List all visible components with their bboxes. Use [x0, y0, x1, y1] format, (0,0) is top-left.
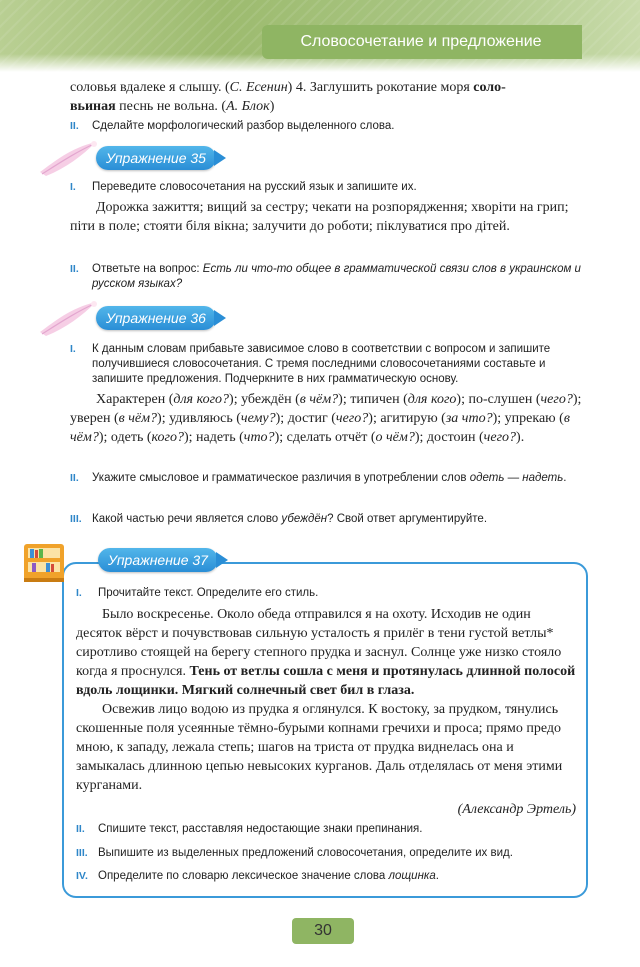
- ex36-question: чего?: [483, 430, 517, 445]
- intro-line1b: ) 4. Заглушить рокотание моря: [287, 80, 474, 95]
- ex36-question: что?: [243, 430, 275, 445]
- intro-text: [70, 78, 588, 116]
- intro-bold2: вьиная: [70, 99, 116, 114]
- ex36-word-list: Характерен (для кого?); убеждён (в чём?); типичен (для кого); по-слушен (чего?); уверен (в чём?); удивляюсь (чему?); достиг (чего?); агитирую (за что?); упрекаю (в чём?); одеть (кого?); надеть (что?); сделать отчёт (о чём?); достоин (чего?).: [70, 392, 582, 445]
- task-text-end: .: [563, 472, 567, 484]
- task-text: Спишите текст, расставляя недостающие знаки препинания.: [98, 823, 423, 835]
- ex36-question: чего?: [335, 411, 369, 426]
- exercise-title: Упражнение 36: [106, 310, 206, 326]
- ex36-word: надеть: [196, 430, 236, 445]
- task-text-plain: Определите по словарю лексическое значение слова: [98, 870, 389, 882]
- ex36-word: Характерен: [96, 392, 166, 407]
- page-number: 30: [314, 922, 332, 939]
- feather-icon: [36, 294, 100, 340]
- task-number: III.: [76, 847, 88, 859]
- ex36-word: удивляюсь: [169, 411, 233, 426]
- task-text-end: ? Свой ответ аргументируйте.: [327, 513, 488, 525]
- exercise-37-badge: [86, 548, 226, 574]
- ex37-author: (Александр Эртель): [457, 802, 576, 817]
- intro-author2: А. Блок: [226, 99, 270, 114]
- intro-bold1: соло-: [473, 80, 506, 95]
- task-text-italic: одеть: [469, 472, 505, 484]
- task-text: [92, 512, 586, 527]
- task-number: I.: [70, 181, 76, 193]
- feather-icon: [36, 134, 100, 180]
- ex35-body: Дорожка зажиття; вищий за сестру; чекати на розпорядження; хворіти на грип; піти в поле; стояти біля вікна; залучити до роботи; піклуватися про дітей.: [70, 200, 569, 234]
- ex37-paragraph-2: Освежив лицо водою из прудка я оглянулся. К востоку, за прудком, тянулись скошенные поля усеянные тёмно-бурыми копнами гречихи и проса; прямо предо мною, к западу, лежала степь; шагов на триста от прудка виднелась она и замыкалась длинною цепью невысоких курганов. Даль отделялась от меня этими курганами.: [76, 702, 563, 793]
- exercise-title: Упражнение 37: [108, 552, 208, 568]
- intro-line2b: ): [269, 99, 275, 114]
- task-text: Прочитайте текст. Определите его стиль.: [98, 587, 319, 599]
- exercise-35-badge: [84, 146, 224, 172]
- ex36-question: о чём?: [375, 430, 415, 445]
- ex36-question: кого?: [151, 430, 184, 445]
- ex36-question: за что?: [445, 411, 493, 426]
- exercise-title: Упражнение 35: [106, 150, 206, 166]
- ex36-word: упрекаю: [504, 411, 556, 426]
- task-text: Сделайте морфологический разбор выделенного слова.: [92, 120, 395, 132]
- ex36-question: в чём?: [118, 411, 158, 426]
- ex36-word: слушен: [487, 392, 533, 407]
- ex36-word: достиг: [287, 411, 328, 426]
- task-text-plain: Ответьте на вопрос:: [92, 263, 203, 275]
- ex36-question: для кого: [407, 392, 457, 407]
- ex36-question: в чём?: [70, 411, 570, 445]
- ex36-word: по-: [468, 392, 488, 407]
- task-text-italic: убеждён: [281, 513, 328, 525]
- task-text: [92, 262, 586, 292]
- task-text-end: .: [435, 870, 439, 882]
- task-text-italic: надеть: [522, 472, 564, 484]
- ex36-word: убеждён: [241, 392, 292, 407]
- task-number: III.: [70, 513, 82, 525]
- ex36-word: сделать отчёт: [286, 430, 368, 445]
- task-text: [92, 471, 586, 486]
- task-number: II.: [76, 823, 85, 835]
- task-number: IV.: [76, 870, 88, 882]
- ex36-word: достоин: [426, 430, 476, 445]
- task-number: II.: [70, 120, 79, 132]
- bookshelf-icon: [20, 538, 68, 586]
- exercise-36-badge: [84, 306, 224, 332]
- intro-author1: С. Есенин: [229, 80, 288, 95]
- chapter-title: Словосочетание и предложение: [300, 33, 542, 50]
- intro-line2: песнь не вольна. (: [115, 99, 227, 114]
- ex36-word: агитирую: [380, 411, 438, 426]
- task-number: I.: [70, 343, 76, 355]
- ex36-question: чему?: [240, 411, 276, 426]
- task-text-plain: Какой частью речи является слово: [92, 513, 282, 525]
- paragraph-bold-text: Тень от ветлы сошла с меня и протянулась длинной полосой вдоль лощинки. Мягкий солнечный свет бил в глаза.: [76, 664, 576, 698]
- intro-line1: соловья вдалеке я слышу. (: [70, 80, 230, 95]
- paragraph-text: Было воскресенье. Около обеда отправился я на охоту. Исходив не один десяток вёрст и почувствовав сильную усталость я прилёг в тени густой ветлы* сиротливо стоящей на берегу степного прудка и заснул. Солнце уже низко стояло когда я проснулся.: [76, 607, 562, 679]
- task-number: II.: [70, 263, 79, 275]
- task-number: II.: [70, 472, 79, 484]
- task-text-dash: —: [504, 472, 523, 484]
- ex36-word: одеть: [110, 430, 144, 445]
- task-text: [98, 869, 576, 884]
- task-text: К данным словам прибавьте зависимое слово в соответствии с вопросом и запишите получившиеся словосочетания. С тремя последними словосочетаниями составьте и запишите предложения. Подчеркните в них грамматическую основу.: [92, 343, 551, 385]
- task-text-italic: лощинка: [388, 870, 436, 882]
- task-text-italic: Есть ли что-то общее в грамматической связи слов в украинском и русском языках?: [92, 263, 581, 290]
- ex36-word: типичен: [350, 392, 400, 407]
- ex36-question: в чём?: [299, 392, 339, 407]
- ex36-question: для кого?: [173, 392, 230, 407]
- ex37-paragraph-1: [76, 605, 576, 700]
- ex36-word: уверен: [70, 411, 111, 426]
- task-text: Выпишите из выделенных предложений словосочетания, определите их вид.: [98, 847, 513, 859]
- ex36-question: чего?: [540, 392, 573, 407]
- task-text: Переведите словосочетания на русский язык и запишите их.: [92, 181, 417, 193]
- task-text-plain: Укажите смысловое и грамматическое различия в употреблении слов: [92, 472, 470, 484]
- task-number: I.: [76, 587, 82, 599]
